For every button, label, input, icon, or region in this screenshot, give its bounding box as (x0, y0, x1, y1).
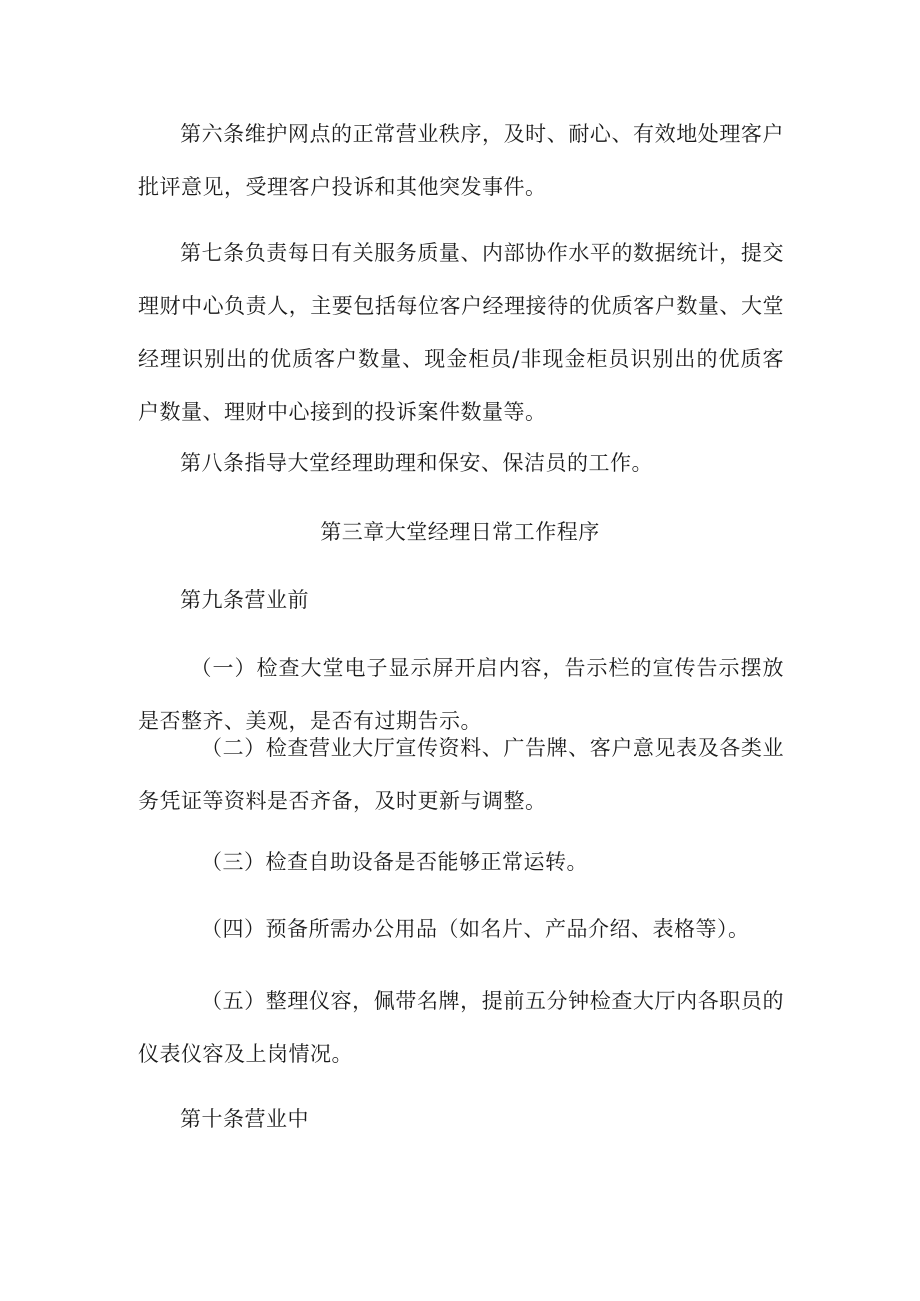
article-9-item-3: （三）检查自助设备是否能够正常运转。 (201, 850, 588, 874)
article-9-item-1: （一）检查大堂电子显示屏开启内容，告示栏的宣传告示摆放是否整齐、美观，是否有过期告示。 (138, 656, 784, 733)
article-10-paragraph: 第十条营业中 (180, 1107, 309, 1131)
article-6-paragraph: 第六条维护网点的正常营业秩序，及时、耐心、有效地处理客户批评意见，受理客户投诉和其他突发事件。 (138, 122, 784, 199)
article-7-paragraph: 第七条负责每日有关服务质量、内部协作水平的数据统计，提交理财中心负责人，主要包括每位客户经理接待的优质客户数量、大堂经理识别出的优质客户数量、现金柜员/非现金柜员识别出的优质客户数量、理财中心接到的投诉案件数量等。 (138, 241, 784, 424)
article-8-paragraph: 第八条指导大堂经理助理和保安、保洁员的工作。 (180, 451, 653, 475)
article-9-paragraph: 第九条营业前 (180, 588, 309, 612)
chapter-3-heading: 第三章大堂经理日常工作程序 (320, 520, 600, 544)
article-9-item-2: （二）检查营业大厅宣传资料、广告牌、客户意见表及各类业务凭证等资料是否齐备，及时更新与调整。 (138, 736, 784, 813)
article-9-item-5: （五）整理仪容，佩带名牌，提前五分钟检查大厅内各职员的仪表仪容及上岗情况。 (138, 989, 784, 1066)
article-9-item-4: （四）预备所需办公用品（如名片、产品介绍、表格等）。 (201, 917, 750, 941)
